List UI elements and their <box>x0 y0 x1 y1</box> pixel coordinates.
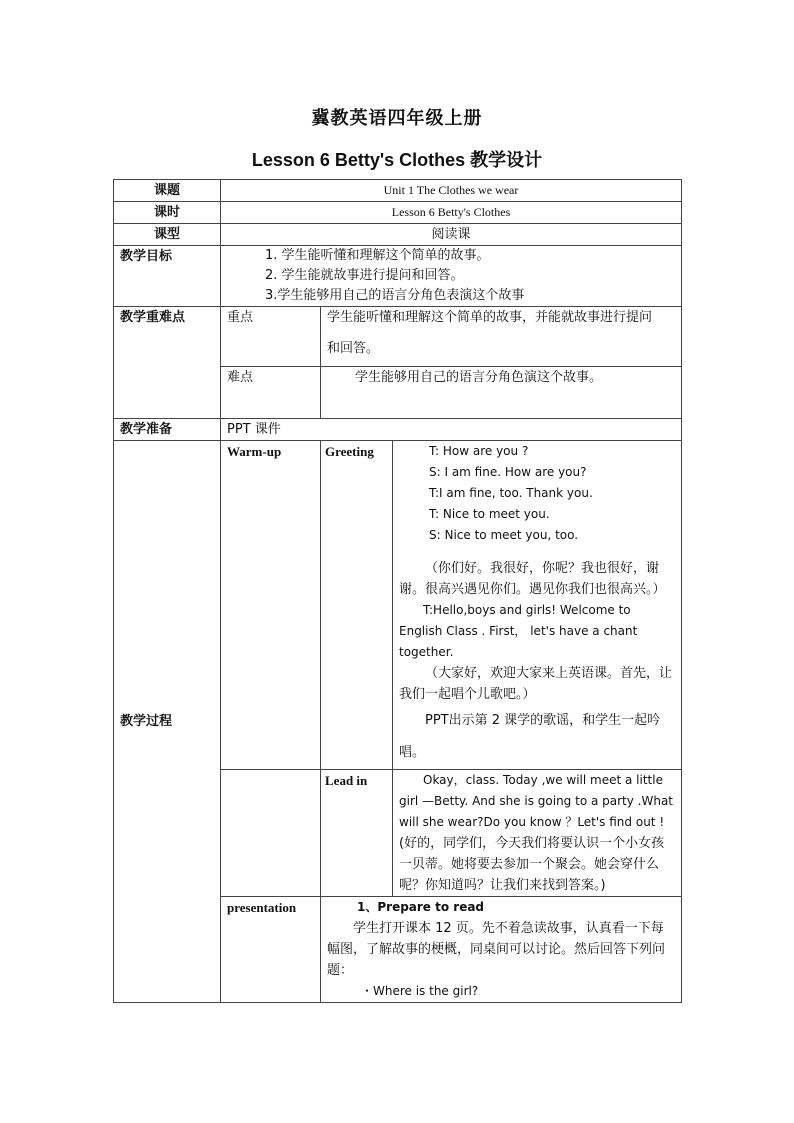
dialogue-line: S: Nice to meet you, too. <box>429 528 579 542</box>
goal-item: 2. 学生能就故事进行提问和回答。 <box>265 268 464 283</box>
ppt-instruction: PPT出示第 2 课学的歌谣，和学生一起吟唱。 <box>399 713 661 760</box>
presentation-text: 学生打开课本 12 页。先不着急读故事，认真看一下每幅图，了解故事的梗概，同桌间可以讨论。然后回答下列问题： <box>327 921 666 978</box>
row-prep <box>114 419 682 441</box>
row-topic <box>114 180 682 202</box>
document-subtitle: Lesson 6 Betty's Clothes 教学设计 <box>251 150 543 170</box>
dialogue-line: T:I am fine, too. Thank you. <box>429 486 593 500</box>
stage-presentation: presentation <box>221 897 321 1003</box>
row-key-point <box>114 307 682 367</box>
dialogue-line: T: Nice to meet you. <box>429 507 550 521</box>
row-warmup <box>114 441 682 770</box>
step-greeting: Greeting <box>321 441 393 770</box>
stage-warmup: Warm-up <box>221 441 321 770</box>
lesson-plan-table <box>113 179 682 1003</box>
section-heading: 1、Prepare to read <box>357 900 485 914</box>
value-key-point <box>321 307 682 367</box>
translation-text: （你们好。我很好，你呢？我也很好，谢谢。很高兴遇见你们。遇见你我们也很高兴。） <box>399 561 666 597</box>
leadin-translation: (好的，同学们，今天我们将要认识一个小女孩一贝蒂。她将要去参加一个聚会。她会穿什么呢？你知道吗？让我们来找到答案。) <box>399 836 665 893</box>
value-prep: PPT 课件 <box>221 419 682 441</box>
stage-empty <box>221 770 321 897</box>
dialogue-line: T: How are you ? <box>429 444 529 458</box>
content-presentation <box>321 897 682 1003</box>
key-point-line: 和回答。 <box>327 341 380 356</box>
value-type: 阅读课 <box>221 224 682 246</box>
row-type <box>114 224 682 246</box>
label-difficulty: 难点 <box>221 367 321 419</box>
dialogue-line: T:Hello,boys and girls! Welcome to English Class . First， let's have a chant together. <box>399 603 638 659</box>
content-greeting <box>393 441 682 770</box>
row-goals <box>114 246 682 307</box>
value-goals <box>221 246 682 307</box>
content-leadin <box>393 770 682 897</box>
goal-item: 1. 学生能听懂和理解这个简单的故事。 <box>265 248 490 263</box>
dialogue-line: S: I am fine. How are you? <box>429 465 587 479</box>
value-lesson: Lesson 6 Betty's Clothes <box>221 202 682 224</box>
label-topic: 课题 <box>114 180 221 202</box>
document-title: 冀教英语四年级上册 <box>311 108 483 129</box>
label-process: 教学过程 <box>114 441 221 1003</box>
step-leadin: Lead in <box>321 770 393 897</box>
translation-text: （大家好，欢迎大家来上英语课。首先，让我们一起唱个儿歌吧。） <box>399 666 673 702</box>
label-goals: 教学目标 <box>114 246 221 307</box>
question-bullet: ・Where is the girl? <box>361 984 479 998</box>
label-key-difficult: 教学重难点 <box>114 307 221 419</box>
goal-item: 3.学生能够用自己的语言分角色表演这个故事 <box>265 288 525 303</box>
label-lesson: 课时 <box>114 202 221 224</box>
value-difficulty: 学生能够用自己的语言分角色演这个故事。 <box>321 367 682 419</box>
value-topic: Unit 1 The Clothes we wear <box>221 180 682 202</box>
leadin-english: Okay，class. Today ,we will meet a little girl —Betty. And she is going to a party .What will she wear?Do you know ？Let's find out ! <box>399 773 674 829</box>
key-point-line: 学生能听懂和理解这个简单的故事，并能就故事进行提问 <box>327 310 653 325</box>
row-lesson <box>114 202 682 224</box>
label-key-point: 重点 <box>221 307 321 367</box>
label-type: 课型 <box>114 224 221 246</box>
label-prep: 教学准备 <box>114 419 221 441</box>
